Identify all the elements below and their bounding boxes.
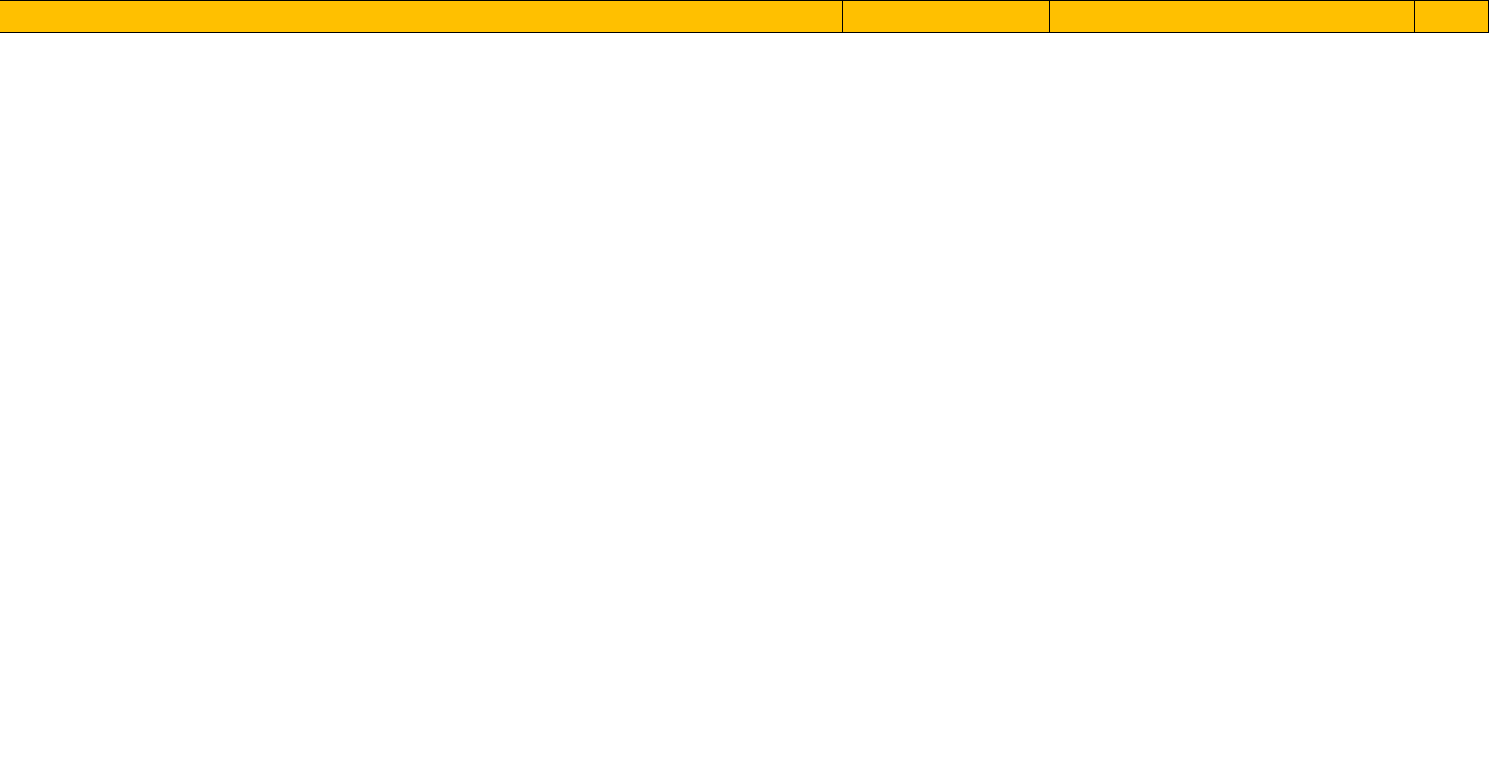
header-status-date xyxy=(843,1,1050,33)
disclosure-violations-table xyxy=(0,0,1489,33)
header-symbol xyxy=(1050,1,1415,33)
header-reason xyxy=(0,1,843,33)
header-row-number xyxy=(1415,1,1489,33)
header-row xyxy=(0,1,1489,33)
